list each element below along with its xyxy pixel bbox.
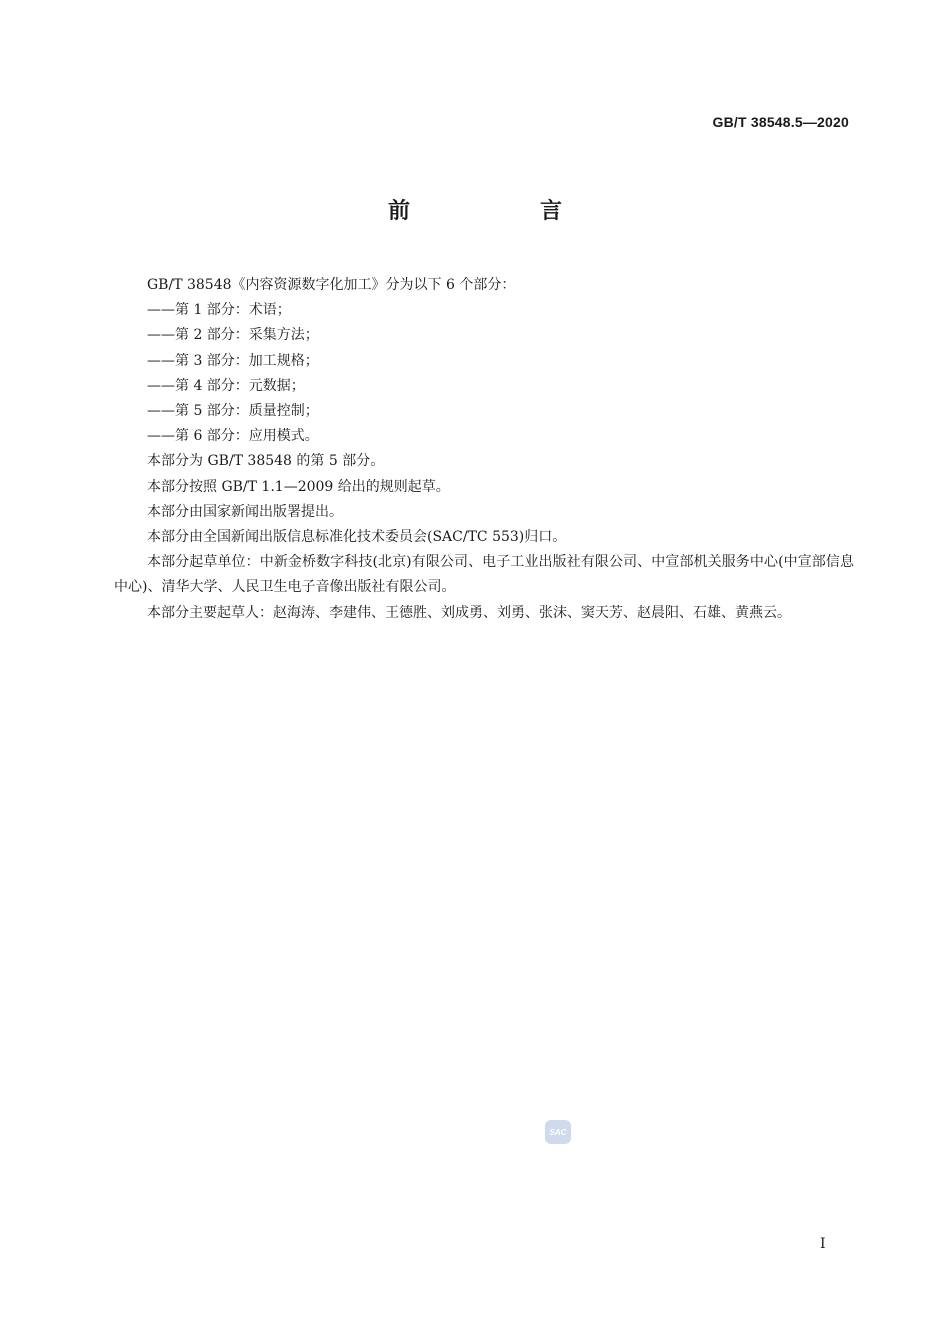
sac-logo-text: SAC <box>549 1128 567 1137</box>
part-number-paragraph: 本部分为 GB/T 38548 的第 5 部分。 <box>147 453 385 470</box>
intro-paragraph: GB/T 38548《内容资源数字化加工》分为以下 6 个部分： <box>147 277 516 293</box>
list-item: ——第 3 部分：加工规格； <box>147 352 319 369</box>
standard-code: GB/T 38548.5—2020 <box>712 114 849 130</box>
committee-paragraph: 本部分由全国新闻出版信息标准化技术委员会(SAC/TC 553)归口。 <box>147 529 567 546</box>
sac-watermark-logo <box>545 1120 571 1144</box>
foreword-body <box>114 273 854 626</box>
drafting-rules-paragraph: 本部分按照 GB/T 1.1—2009 给出的规则起草。 <box>147 478 450 495</box>
list-item: ——第 2 部分：采集方法； <box>147 327 319 344</box>
list-item: ——第 6 部分：应用模式。 <box>147 428 319 445</box>
sac-logo-icon <box>545 1120 571 1144</box>
list-item: ——第 1 部分：术语； <box>147 302 291 319</box>
list-item: ——第 5 部分：质量控制； <box>147 403 319 420</box>
proposer-paragraph: 本部分由国家新闻出版署提出。 <box>147 503 343 520</box>
drafters-paragraph: 本部分主要起草人：赵海涛、李建伟、王德胜、刘成勇、刘勇、张沫、窦天芳、赵晨阳、石雄、黄燕云。 <box>147 604 791 621</box>
drafting-units-paragraph: 本部分起草单位：中新金桥数字科技(北京)有限公司、电子工业出版社有限公司、中宣部机关服务中心(中宣部信息中心)、清华大学、人民卫生电子音像出版社有限公司。 <box>114 554 854 596</box>
page-number: I <box>820 1236 826 1252</box>
list-item: ——第 4 部分：元数据； <box>147 377 305 394</box>
parts-list <box>114 298 854 449</box>
page-title: 前 言 <box>387 199 616 224</box>
